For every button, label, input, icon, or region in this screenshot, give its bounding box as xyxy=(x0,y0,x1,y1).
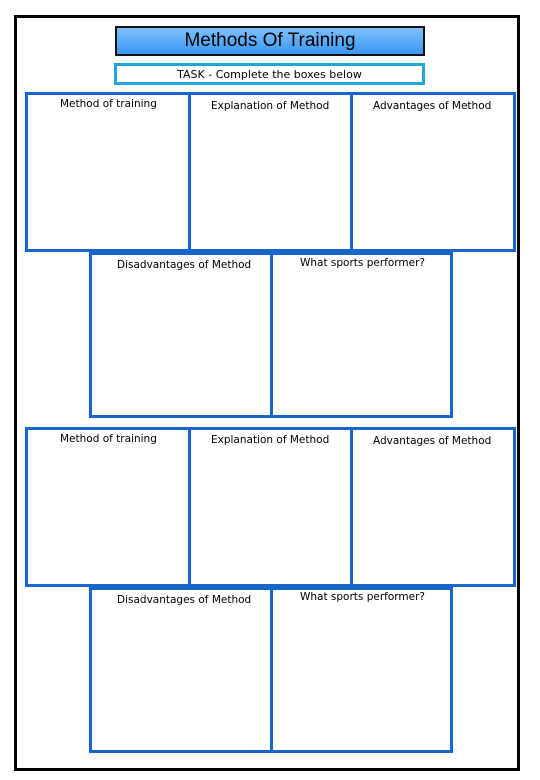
method-of-training-box-1[interactable] xyxy=(25,92,191,252)
sports-performer-label-2: What sports performer? xyxy=(300,591,426,603)
advantages-label-2: Advantages of Method xyxy=(373,435,492,447)
page-title xyxy=(115,26,425,56)
explanation-label-2: Explanation of Method xyxy=(211,434,330,446)
method-of-training-label-2: Method of training xyxy=(60,433,157,445)
disadvantages-label-2: Disadvantages of Method xyxy=(117,594,252,606)
advantages-box-2[interactable] xyxy=(350,427,516,587)
advantages-box-1[interactable] xyxy=(350,92,516,252)
disadvantages-label-1: Disadvantages of Method xyxy=(117,259,252,271)
sports-performer-box-2[interactable] xyxy=(270,587,453,753)
sports-performer-box-1[interactable] xyxy=(270,252,453,418)
explanation-box-1[interactable] xyxy=(188,92,353,252)
task-instruction-text: TASK - Complete the boxes below xyxy=(177,67,362,81)
method-of-training-box-2[interactable] xyxy=(25,427,191,587)
disadvantages-box-2[interactable] xyxy=(89,587,273,753)
disadvantages-box-1[interactable] xyxy=(89,252,273,418)
explanation-box-2[interactable] xyxy=(188,427,353,587)
advantages-label-1: Advantages of Method xyxy=(373,100,492,112)
task-instruction xyxy=(114,63,425,85)
explanation-label-1: Explanation of Method xyxy=(211,100,330,112)
method-of-training-label-1: Method of training xyxy=(60,98,157,110)
page-title-text: Methods Of Training xyxy=(184,30,356,51)
sports-performer-label-1: What sports performer? xyxy=(300,257,426,269)
